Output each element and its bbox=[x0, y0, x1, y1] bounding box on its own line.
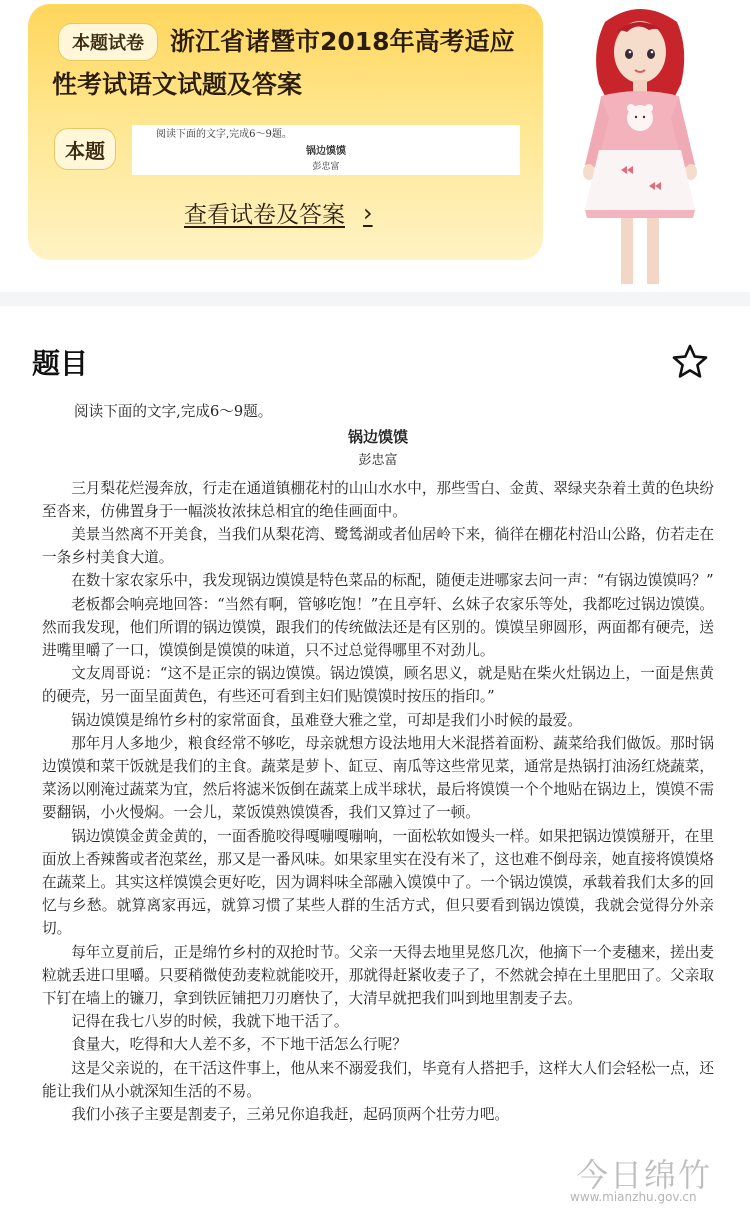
passage-paragraph: 每年立夏前后，正是绵竹乡村的双抢时节。父亲一天得去地里晃悠几次，他摘下一个麦穗来，搓出麦粒就丢进口里嚼。只要稍微使劲麦粒就能咬开，那就得赶紧收麦子了，不然就会掉在土里肥田了。父亲取下钉在墙上的镰刀，拿到铁匠铺把刀刃磨快了，大清早就把我们叫到地里割麦子去。 bbox=[42, 943, 714, 1008]
question-header bbox=[0, 306, 750, 392]
exam-paper-card[interactable] bbox=[28, 4, 543, 260]
view-paper-and-answer-label: 查看试卷及答案 bbox=[184, 202, 345, 228]
preview-author: 彭忠富 bbox=[312, 162, 340, 172]
passage-author: 彭忠富 bbox=[358, 453, 398, 469]
question-tag: 本题 bbox=[54, 128, 116, 170]
passage-paragraph: 文友周哥说：“这不是正宗的锅边馍馍。锅边馍馍，顾名思义，就是贴在柴火灶锅边上，一面是焦黄的硬壳，另一面呈面黄色，有些还可看到主妇们贴馍馍时按压的指印。” bbox=[42, 665, 714, 706]
passage-paragraph: 食量大，吃得和大人差不多，不下地干活怎么行呢？ bbox=[71, 1036, 407, 1054]
banner-area bbox=[0, 0, 750, 292]
passage-paragraph: 锅边馍馍金黄金黄的，一面香脆咬得嘎嘣嘎嘣响，一面松软如馒头一样。如果把锅边馍馍掰开，在里面放上香辣酱或者泡菜丝，那又是一番风味。如果家里实在没有米了，这也难不倒母亲，她直接将馍馍烙在蔬菜上。其实这样馍馍会更好吃，因为调料味全部融入馍馍中了。一个锅边馍馍，承载着我们太多的回忆与乡愁。就算离家再远，就算习惯了某些人群的生活方式，但只要看到锅边馍馍，我就会觉得分外亲切。 bbox=[42, 827, 714, 938]
avatar-illustration bbox=[565, 0, 715, 290]
passage-paragraph: 那年月人多地少，粮食经常不够吃，母亲就想方设法地用大米混搭着面粉、蔬菜给我们做饭。那时锅边馍馍和菜干饭就是我们的主食。蔬菜是萝卜、缸豆、南瓜等这些常见菜，通常是热锅打油汤红烧蔬菜，菜汤以刚淹过蔬菜为宜，然后将滤米饭倒在蔬菜上成半球状，最后将馍馍一个个地贴在锅边上，馍馍不需要翻锅，小火慢焖。一会儿，菜饭馍熟馍馍香，我们又算过了一顿。 bbox=[42, 734, 714, 822]
exam-paper-tag: 本题试卷 bbox=[58, 23, 158, 61]
exam-paper-title[interactable]: 浙江省诸暨市2018年高考适应性考试语文试题及答案 bbox=[52, 27, 515, 99]
preview-title: 锅边馍馍 bbox=[306, 146, 346, 157]
section-divider bbox=[0, 292, 750, 306]
passage-instruction: 阅读下面的文字,完成6～9题。 bbox=[74, 403, 273, 420]
passage-paragraph: 老板都会响亮地回答：“当然有啊，管够吃饱！”在且亭轩、幺妹子农家乐等处，我都吃过锅边馍馍。然而我发现，他们所谓的锅边馍馍，跟我们的传统做法还是有区别的。馍馍呈卵圆形，两面都有硬壳，送进嘴里嚼了一口，馍馍倒是馍馍的味道，只不过总觉得哪里不对劲儿。 bbox=[42, 595, 714, 660]
view-paper-and-answer-link[interactable] bbox=[184, 196, 373, 229]
passage-paragraph: 记得在我七八岁的时候，我就下地干活了。 bbox=[71, 1013, 349, 1031]
passage-content bbox=[42, 400, 714, 1126]
question-section-title: 题目 bbox=[32, 347, 89, 380]
passage-paragraph: 在数十家农家乐中，我发现锅边馍馍是特色菜品的标配，随便走进哪家去问一声：“有锅边馍馍吗？” bbox=[71, 572, 714, 590]
chevron-right-icon: › bbox=[363, 198, 373, 227]
watermark-text: 今日绵竹 bbox=[576, 1156, 713, 1194]
watermark-url: www.mianzhu.gov.cn bbox=[570, 1190, 697, 1204]
watermark bbox=[560, 1150, 740, 1212]
question-preview[interactable] bbox=[132, 125, 520, 175]
preview-intro: 阅读下面的文字,完成6～9题。 bbox=[156, 129, 292, 140]
passage-title: 锅边馍馍 bbox=[347, 428, 408, 447]
passage-paragraph: 我们小孩子主要是割麦子，三弟兄你追我赶，起码顶两个壮劳力吧。 bbox=[71, 1106, 510, 1124]
passage-paragraph: 美景当然离不开美食，当我们从梨花湾、鹭鸶湖或者仙居岭下来，徜徉在棚花村沿山公路，仿若走在一条乡村美食大道。 bbox=[42, 526, 714, 567]
passage-paragraph: 这是父亲说的，在干活这件事上，他从来不溺爱我们，毕竟有人搭把手，这样大人们会轻松一点，还能让我们从小就深知生活的不易。 bbox=[42, 1059, 714, 1100]
passage-paragraph: 三月梨花烂漫奔放，行走在通道镇棚花村的山山水水中，那些雪白、金黄、翠绿夹杂着土黄的色块纷至沓来，仿佛置身于一幅淡妆浓抹总相宜的绝佳画面中。 bbox=[42, 479, 714, 520]
star-icon[interactable] bbox=[670, 342, 710, 382]
passage-paragraph: 锅边馍馍是绵竹乡村的家常面食，虽难登大雅之堂，可却是我们小时候的最爱。 bbox=[71, 711, 582, 729]
